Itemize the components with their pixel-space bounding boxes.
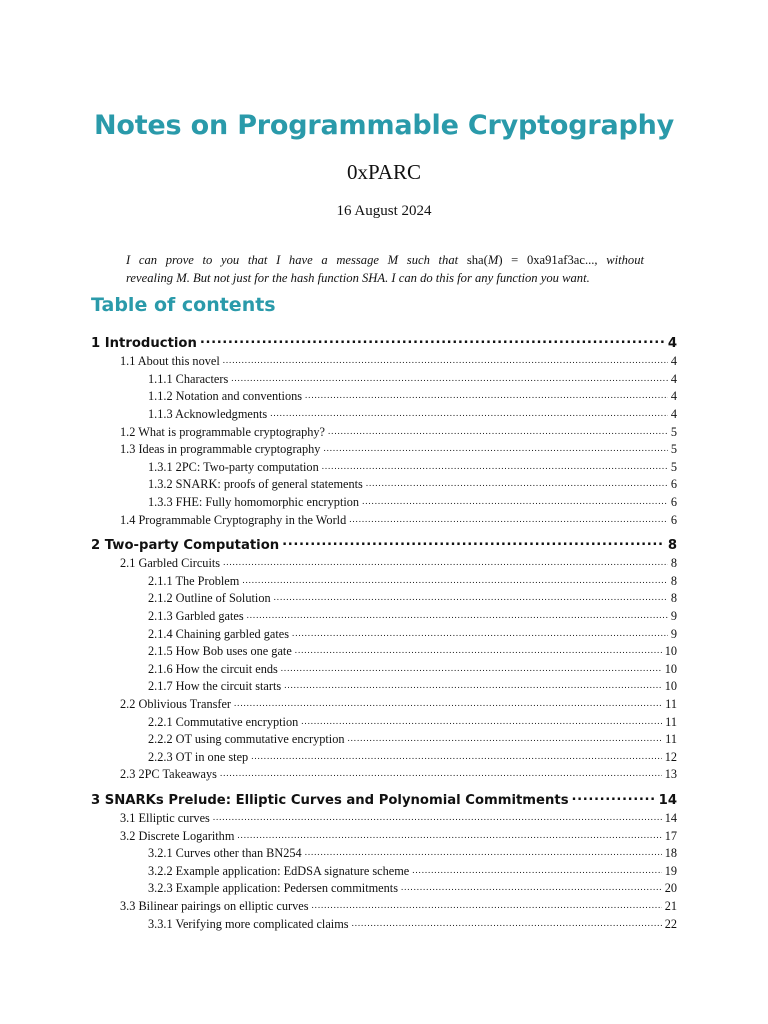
toc-dot-leader <box>305 388 668 400</box>
toc-entry-page: 14 <box>658 792 677 808</box>
toc-dot-leader <box>348 731 663 743</box>
toc-entry-label: 3.2.1 Curves other than BN254 <box>148 846 302 861</box>
toc-entry-page: 12 <box>664 749 677 764</box>
toc-entry-page: 10 <box>664 644 677 659</box>
toc-entry[interactable] <box>120 441 677 457</box>
toc-entry[interactable] <box>148 731 677 747</box>
toc-entry-page: 18 <box>664 846 677 861</box>
toc-entry-page: 8 <box>670 573 677 588</box>
toc-entry-page: 4 <box>670 371 677 386</box>
toc-entry-label: 1.3 Ideas in programmable cryptography <box>120 442 321 457</box>
toc-entry-label: 1.2 What is programmable cryptography? <box>120 424 326 439</box>
toc-dot-leader <box>234 696 662 708</box>
toc-dot-leader <box>251 749 662 761</box>
toc-entry[interactable] <box>148 643 677 659</box>
toc-entry[interactable] <box>91 334 677 351</box>
toc-entry-page: 22 <box>664 916 677 931</box>
toc-entry-page: 9 <box>670 609 677 624</box>
toc-dot-leader <box>305 845 662 857</box>
toc-entry-page: 8 <box>670 591 677 606</box>
toc-entry-label: 2.2.2 OT using commutative encryption <box>148 732 345 747</box>
toc-entry[interactable] <box>91 536 677 553</box>
toc-dot-leader <box>366 476 668 488</box>
toc-entry[interactable] <box>148 845 677 861</box>
toc-entry-label: 2.1.2 Outline of Solution <box>148 591 271 606</box>
toc-entry[interactable] <box>148 678 677 694</box>
math-symbol: M <box>176 271 187 285</box>
toc-entry-label: 1.3.2 SNARK: proofs of general statements <box>148 477 363 492</box>
toc-entry[interactable] <box>120 827 677 843</box>
toc-entry-label: 1.4 Programmable Cryptography in the World <box>120 512 347 527</box>
toc-entry-label: 2.2.3 OT in one step <box>148 749 249 764</box>
toc-entry[interactable] <box>120 423 677 439</box>
toc-entry-page: 14 <box>664 811 677 826</box>
toc-dot-leader <box>237 827 661 839</box>
toc-entry-page: 10 <box>664 679 677 694</box>
math-hash-value: 0xa91af3ac... <box>526 253 595 267</box>
abstract-text: I can prove to you that I have a message <box>126 253 388 267</box>
toc-entry[interactable] <box>148 749 677 765</box>
toc-entry-page: 20 <box>664 881 677 896</box>
toc-dot-leader <box>362 494 668 506</box>
toc-entry-label: 1.1.2 Notation and conventions <box>148 389 303 404</box>
toc-dot-leader <box>231 371 668 383</box>
toc-entry-label: 3.3 Bilinear pairings on elliptic curves <box>120 899 309 914</box>
toc-entry[interactable] <box>120 555 677 571</box>
toc-dot-leader <box>213 810 662 822</box>
toc-dot-leader <box>401 880 662 892</box>
toc-entry[interactable] <box>148 863 677 879</box>
toc-entry-label: 3.3.1 Verifying more complicated claims <box>148 916 349 931</box>
toc-entry-page: 5 <box>670 459 677 474</box>
abstract-text: . But not just for the hash function SHA. I can do this for any function you want. <box>186 271 590 285</box>
toc-entry-label: 1.1.3 Acknowledgments <box>148 407 268 422</box>
math-paren: ( <box>483 253 488 267</box>
toc-entry-page: 11 <box>665 732 677 747</box>
toc-entry-label: 2.2 Oblivious Transfer <box>120 697 232 712</box>
toc-entry-page: 4 <box>670 354 677 369</box>
toc-entry-label: 2.1 Garbled Circuits <box>120 556 221 571</box>
toc-dot-leader <box>270 406 668 418</box>
toc-entry-label: 3.2 Discrete Logarithm <box>120 828 235 843</box>
toc-entry-label: 3 SNARKs Prelude: Elliptic Curves and Polynomial Commitments <box>91 792 569 808</box>
toc-entry-page: 21 <box>664 899 677 914</box>
document-author: 0xPARC <box>347 160 421 184</box>
toc-entry-label: 2.2.1 Commutative encryption <box>148 714 299 729</box>
toc-entry-page: 13 <box>664 767 677 782</box>
toc-entry-label: 2.1.1 The Problem <box>148 573 240 588</box>
toc-entry[interactable] <box>148 625 677 641</box>
toc-entry[interactable] <box>120 511 677 527</box>
toc-entry[interactable] <box>148 608 677 624</box>
toc-entry-page: 10 <box>664 661 677 676</box>
toc-dot-leader <box>284 678 662 690</box>
toc-dot-leader <box>247 608 668 620</box>
toc-entry-page: 4 <box>670 389 677 404</box>
toc-entry[interactable] <box>148 713 677 729</box>
toc-entry-page: 4 <box>667 336 677 352</box>
toc-dot-leader <box>352 915 662 927</box>
toc-entry[interactable] <box>148 371 677 387</box>
toc-entry-page: 11 <box>665 714 677 729</box>
toc-entry-page: 8 <box>670 556 677 571</box>
toc-entry-label: 2.1.3 Garbled gates <box>148 609 244 624</box>
toc-dot-leader <box>223 555 668 567</box>
toc-entry-label: 1.3.1 2PC: Two-party computation <box>148 459 319 474</box>
toc-entry-page: 17 <box>664 828 677 843</box>
toc-entry[interactable] <box>120 766 677 782</box>
math-symbol: M <box>487 253 499 267</box>
toc-entry-label: 2 Two-party Computation <box>91 538 280 554</box>
abstract-text: such that <box>398 253 467 267</box>
toc-dot-leader <box>282 536 665 549</box>
toc-entry-label: 1.1 About this novel <box>120 354 220 369</box>
toc-dot-leader <box>274 590 668 602</box>
toc-dot-leader <box>322 459 668 471</box>
toc-dot-leader <box>292 625 668 637</box>
toc-entry-page: 6 <box>670 477 677 492</box>
toc-entry-label: 2.1.5 How Bob uses one gate <box>148 644 292 659</box>
toc-entry-page: 8 <box>667 538 677 554</box>
toc-dot-leader <box>323 441 667 453</box>
toc-entry-label: 3.2.3 Example application: Pedersen commitments <box>148 881 398 896</box>
math-function: sha <box>466 253 484 267</box>
toc-entry-label: 2.1.4 Chaining garbled gates <box>148 626 290 641</box>
toc-entry[interactable] <box>148 459 677 475</box>
toc-dot-leader <box>223 353 668 365</box>
toc-entry[interactable] <box>120 898 677 914</box>
toc-dot-leader <box>412 863 661 875</box>
toc-entry[interactable] <box>148 406 677 422</box>
toc-dot-leader <box>312 898 662 910</box>
toc-entry[interactable] <box>148 661 677 677</box>
toc-dot-leader <box>349 511 668 523</box>
toc-entry-label: 2.1.7 How the circuit starts <box>148 679 282 694</box>
toc-dot-leader <box>200 334 665 347</box>
document-date: 16 August 2024 <box>336 203 432 219</box>
toc-entry-label: 3.1 Elliptic curves <box>120 811 210 826</box>
toc-entry-label: 2.3 2PC Takeaways <box>120 767 217 782</box>
document-title: Notes on Programmable Cryptography <box>93 110 675 141</box>
toc-entry-label: 1.3.3 FHE: Fully homomorphic encryption <box>148 495 360 510</box>
toc-entry-label: 1 Introduction <box>91 336 197 352</box>
toc-entry[interactable] <box>120 696 677 712</box>
toc-entry[interactable] <box>148 573 677 589</box>
toc-entry[interactable] <box>91 791 677 808</box>
toc-entry-page: 6 <box>670 495 677 510</box>
toc-dot-leader <box>572 791 656 804</box>
toc-dot-leader <box>242 573 668 585</box>
toc-entry-page: 9 <box>670 626 677 641</box>
toc-entry[interactable] <box>148 880 677 896</box>
toc-dot-leader <box>220 766 662 778</box>
toc-entry-page: 4 <box>670 407 677 422</box>
toc-entry-label: 3.2.2 Example application: EdDSA signature scheme <box>148 863 410 878</box>
toc-entry-label: 1.1.1 Characters <box>148 371 229 386</box>
toc-entry-page: 6 <box>670 512 677 527</box>
math-symbol: M <box>387 253 399 267</box>
toc-entry-page: 19 <box>664 863 677 878</box>
toc-entry[interactable] <box>148 476 677 492</box>
math-equals: = <box>502 253 527 267</box>
math-paren: ) <box>498 253 503 267</box>
toc-entry-page: 5 <box>670 424 677 439</box>
toc-dot-leader <box>281 661 662 673</box>
abstract-text: , without <box>594 253 645 267</box>
toc-entry-label: 2.1.6 How the circuit ends <box>148 661 278 676</box>
toc-entry-page: 11 <box>665 697 677 712</box>
toc-entry[interactable] <box>120 810 677 826</box>
toc-dot-leader <box>295 643 662 655</box>
toc-entry[interactable] <box>120 353 677 369</box>
abstract-text: revealing <box>126 271 177 285</box>
toc-heading: Table of contents <box>91 294 276 316</box>
toc-entry[interactable] <box>148 388 677 404</box>
toc-dot-leader <box>301 713 662 725</box>
toc-entry[interactable] <box>148 494 677 510</box>
toc-entry[interactable] <box>148 590 677 606</box>
toc-entry[interactable] <box>148 915 677 931</box>
toc-dot-leader <box>328 423 668 435</box>
toc-entry-page: 5 <box>670 442 677 457</box>
